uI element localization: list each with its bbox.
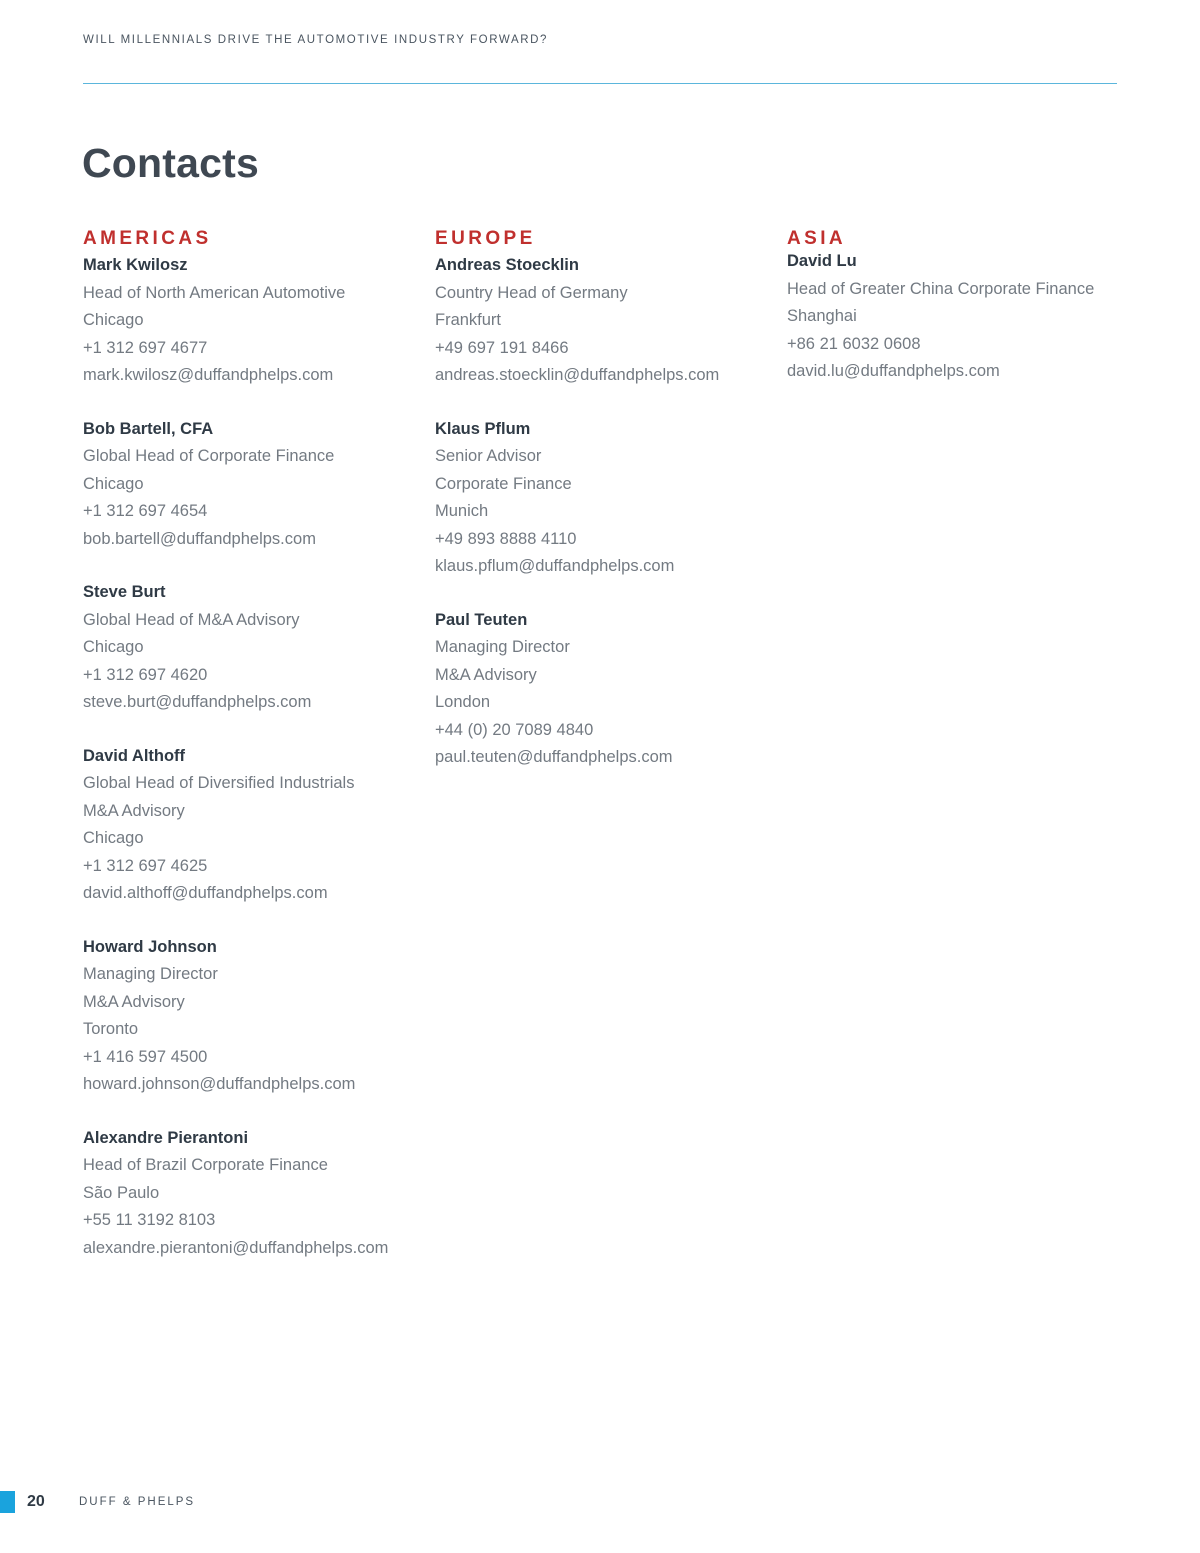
- contact-card: [83, 252, 423, 390]
- contact-name: David Lu: [787, 252, 857, 270]
- contact-phone: +1 312 697 4654: [83, 502, 208, 520]
- contact-phone: +49 697 191 8466: [435, 338, 569, 357]
- contact-card: [83, 416, 423, 554]
- contact-title: Global Head of Corporate Finance: [83, 447, 335, 465]
- contact-name: Andreas Stoecklin: [435, 256, 579, 274]
- contact-card: [435, 252, 775, 390]
- region-heading: EUROPE: [435, 228, 536, 249]
- contact-city: Chicago: [83, 474, 144, 493]
- contact-name: Mark Kwilosz: [83, 256, 188, 274]
- contact-card: [435, 416, 775, 581]
- footer-marker: [0, 1491, 15, 1513]
- region-column-americas: [83, 226, 423, 1288]
- contact-name: David Althoff: [83, 746, 186, 765]
- contact-city: Chicago: [83, 638, 144, 656]
- contact-name: Howard Johnson: [83, 937, 217, 956]
- contact-card: [83, 1125, 423, 1263]
- contact-title: Global Head of Diversified Industrials: [83, 774, 355, 792]
- contact-email: alexandre.pierantoni@duffandphelps.com: [83, 1238, 389, 1257]
- contact-card: [787, 248, 1127, 386]
- contact-name: Bob Bartell, CFA: [83, 419, 214, 438]
- region-column-europe: [435, 226, 775, 798]
- contact-city: Shanghai: [787, 307, 857, 325]
- contact-card: [435, 607, 775, 772]
- contact-city: London: [435, 693, 491, 711]
- contact-card: [83, 579, 423, 717]
- contact-phone: +1 312 697 4625: [83, 856, 208, 875]
- contact-title: Managing Director: [83, 965, 218, 983]
- contact-name: Paul Teuten: [435, 610, 528, 629]
- contact-email: howard.johnson@duffandphelps.com: [83, 1075, 356, 1093]
- contact-email: david.althoff@duffandphelps.com: [83, 884, 328, 902]
- contact-city: Munich: [435, 502, 489, 520]
- contact-title: Senior Advisor: [435, 447, 542, 465]
- region-heading: ASIA: [787, 228, 846, 249]
- contact-phone: +1 312 697 4677: [83, 338, 208, 357]
- contact-email: andreas.stoecklin@duffandphelps.com: [435, 366, 720, 384]
- footer-brand: DUFF & PHELPS: [79, 1496, 196, 1508]
- contact-city: Toronto: [83, 1020, 139, 1038]
- contact-phone: +44 (0) 20 7089 4840: [435, 720, 594, 739]
- contact-phone: +86 21 6032 0608: [787, 334, 921, 353]
- contact-city: Frankfurt: [435, 311, 502, 329]
- contact-title: Global Head of M&A Advisory: [83, 610, 300, 629]
- contact-phone: +55 11 3192 8103: [83, 1211, 216, 1229]
- contact-title: Managing Director: [435, 638, 570, 656]
- region-column-asia: [787, 226, 1127, 412]
- contact-card: [83, 934, 423, 1099]
- contact-department: Corporate Finance: [435, 474, 572, 493]
- contact-email: mark.kwilosz@duffandphelps.com: [83, 366, 334, 384]
- contact-department: M&A Advisory: [83, 801, 185, 820]
- contact-email: steve.burt@duffandphelps.com: [83, 693, 312, 711]
- contact-email: klaus.pflum@duffandphelps.com: [435, 557, 675, 575]
- contact-name: Steve Burt: [83, 583, 166, 601]
- page-title: Contacts: [82, 140, 260, 186]
- contact-city: Chicago: [83, 311, 144, 329]
- contact-department: M&A Advisory: [83, 992, 185, 1011]
- contact-email: paul.teuten@duffandphelps.com: [435, 748, 673, 766]
- contact-name: Alexandre Pierantoni: [83, 1128, 249, 1147]
- page-number: 20: [27, 1493, 45, 1510]
- contact-department: M&A Advisory: [435, 665, 537, 684]
- contact-title: Head of Brazil Corporate Finance: [83, 1156, 328, 1174]
- contact-title: Head of North American Automotive: [83, 283, 346, 302]
- running-header: WILL MILLENNIALS DRIVE THE AUTOMOTIVE INDUSTRY FORWARD?: [83, 34, 549, 46]
- contact-email: bob.bartell@duffandphelps.com: [83, 529, 316, 548]
- contact-phone: +49 893 8888 4110: [435, 529, 577, 548]
- contact-email: david.lu@duffandphelps.com: [787, 362, 1000, 380]
- contact-card: [83, 743, 423, 908]
- contact-title: Head of Greater China Corporate Finance: [787, 279, 1095, 298]
- contact-phone: +1 416 597 4500: [83, 1047, 208, 1066]
- contact-city: Chicago: [83, 829, 144, 847]
- region-heading: AMERICAS: [83, 228, 212, 249]
- contact-title: Country Head of Germany: [435, 283, 628, 302]
- contact-phone: +1 312 697 4620: [83, 665, 208, 684]
- contact-city: São Paulo: [83, 1183, 160, 1202]
- contact-name: Klaus Pflum: [435, 419, 531, 438]
- header-rule: [83, 83, 1117, 84]
